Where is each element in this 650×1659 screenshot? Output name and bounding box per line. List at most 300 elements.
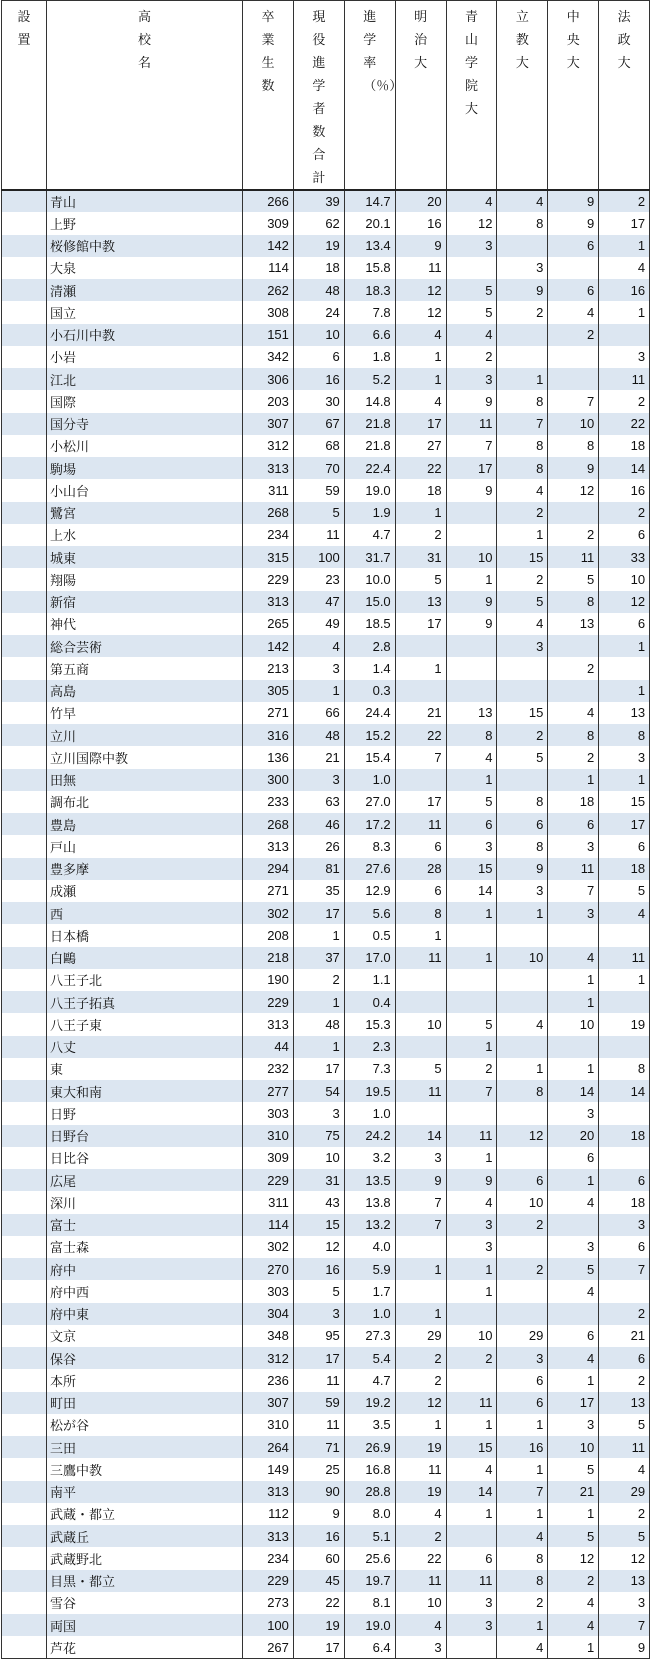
cell-rikkyo	[497, 1303, 548, 1325]
cell-rate: 31.7	[344, 546, 395, 568]
cell-establishment	[2, 924, 47, 946]
cell-total-enrolled: 35	[293, 880, 344, 902]
cell-hosei: 11	[599, 368, 650, 390]
table-row	[2, 1436, 650, 1458]
cell-meiji	[395, 991, 446, 1013]
cell-rate: 8.1	[344, 1592, 395, 1614]
cell-rikkyo: 8	[497, 791, 548, 813]
cell-meiji: 9	[395, 235, 446, 257]
cell-meiji: 10	[395, 1592, 446, 1614]
cell-total-enrolled: 17	[293, 1058, 344, 1080]
cell-chuo: 6	[548, 235, 599, 257]
cell-total-enrolled: 16	[293, 1525, 344, 1547]
cell-hosei: 2	[599, 1303, 650, 1325]
cell-total-enrolled: 54	[293, 1080, 344, 1102]
cell-graduates: 313	[243, 1525, 294, 1547]
cell-school-name: 大泉	[47, 257, 243, 279]
cell-graduates: 268	[243, 813, 294, 835]
cell-establishment	[2, 257, 47, 279]
cell-establishment	[2, 346, 47, 368]
cell-rate: 5.6	[344, 902, 395, 924]
cell-total-enrolled: 10	[293, 324, 344, 346]
cell-rate: 28.8	[344, 1481, 395, 1503]
cell-school-name: 鷺宮	[47, 502, 243, 524]
cell-rikkyo: 15	[497, 546, 548, 568]
cell-chuo	[548, 1214, 599, 1236]
cell-rikkyo: 1	[497, 1058, 548, 1080]
cell-graduates: 264	[243, 1436, 294, 1458]
cell-establishment	[2, 190, 47, 212]
cell-graduates: 304	[243, 1303, 294, 1325]
cell-meiji: 14	[395, 1125, 446, 1147]
table-row	[2, 1058, 650, 1080]
cell-aoyama: 1	[446, 1258, 497, 1280]
cell-hosei	[599, 1102, 650, 1124]
cell-graduates: 203	[243, 390, 294, 412]
table-row	[2, 212, 650, 234]
cell-total-enrolled: 95	[293, 1325, 344, 1347]
cell-rikkyo: 10	[497, 1191, 548, 1213]
cell-rikkyo: 5	[497, 591, 548, 613]
cell-chuo	[548, 1036, 599, 1058]
table-row	[2, 257, 650, 279]
cell-hosei: 4	[599, 257, 650, 279]
cell-rate: 19.2	[344, 1392, 395, 1414]
cell-rate: 6.6	[344, 324, 395, 346]
cell-graduates: 229	[243, 568, 294, 590]
cell-graduates: 233	[243, 791, 294, 813]
cell-chuo: 1	[548, 969, 599, 991]
cell-rate: 27.3	[344, 1325, 395, 1347]
cell-total-enrolled: 3	[293, 657, 344, 679]
cell-graduates: 114	[243, 257, 294, 279]
table-row	[2, 680, 650, 702]
cell-total-enrolled: 48	[293, 279, 344, 301]
cell-meiji: 22	[395, 1547, 446, 1569]
cell-hosei	[599, 991, 650, 1013]
cell-graduates: 267	[243, 1636, 294, 1658]
cell-rikkyo	[497, 991, 548, 1013]
cell-hosei	[599, 1036, 650, 1058]
table-row	[2, 546, 650, 568]
cell-hosei: 14	[599, 457, 650, 479]
cell-chuo	[548, 1303, 599, 1325]
cell-total-enrolled: 12	[293, 1236, 344, 1258]
cell-graduates: 302	[243, 902, 294, 924]
cell-aoyama	[446, 502, 497, 524]
cell-establishment	[2, 502, 47, 524]
cell-meiji: 27	[395, 435, 446, 457]
cell-school-name: 立川	[47, 724, 243, 746]
cell-chuo: 4	[548, 1347, 599, 1369]
header-aoyama	[446, 1, 497, 191]
cell-rate: 5.4	[344, 1347, 395, 1369]
cell-total-enrolled: 1	[293, 680, 344, 702]
cell-rikkyo	[497, 969, 548, 991]
cell-meiji: 12	[395, 301, 446, 323]
cell-aoyama: 7	[446, 435, 497, 457]
cell-meiji: 12	[395, 1392, 446, 1414]
cell-graduates: 306	[243, 368, 294, 390]
cell-meiji: 1	[395, 924, 446, 946]
cell-hosei: 6	[599, 613, 650, 635]
cell-school-name: 東大和南	[47, 1080, 243, 1102]
table-row	[2, 1369, 650, 1391]
table-row	[2, 1481, 650, 1503]
cell-school-name: 武蔵丘	[47, 1525, 243, 1547]
cell-school-name: 江北	[47, 368, 243, 390]
cell-hosei: 3	[599, 1592, 650, 1614]
cell-graduates: 302	[243, 1236, 294, 1258]
cell-chuo	[548, 346, 599, 368]
cell-graduates: 213	[243, 657, 294, 679]
cell-aoyama: 3	[446, 1214, 497, 1236]
cell-aoyama: 10	[446, 546, 497, 568]
cell-rate: 6.4	[344, 1636, 395, 1658]
cell-rikkyo: 9	[497, 858, 548, 880]
cell-hosei: 14	[599, 1080, 650, 1102]
cell-meiji	[395, 969, 446, 991]
cell-meiji: 1	[395, 1303, 446, 1325]
cell-hosei: 10	[599, 568, 650, 590]
cell-school-name: 府中西	[47, 1280, 243, 1302]
header-label: 明治大	[414, 9, 428, 70]
table-row	[2, 769, 650, 791]
cell-chuo: 6	[548, 813, 599, 835]
cell-establishment	[2, 1369, 47, 1391]
cell-hosei: 33	[599, 546, 650, 568]
cell-chuo: 10	[548, 1013, 599, 1035]
cell-graduates: 313	[243, 591, 294, 613]
cell-graduates: 308	[243, 301, 294, 323]
cell-rikkyo	[497, 1147, 548, 1169]
table-row	[2, 524, 650, 546]
cell-aoyama: 8	[446, 724, 497, 746]
cell-meiji: 8	[395, 902, 446, 924]
table-row	[2, 1458, 650, 1480]
cell-establishment	[2, 1214, 47, 1236]
cell-total-enrolled: 9	[293, 1503, 344, 1525]
cell-meiji: 22	[395, 724, 446, 746]
cell-aoyama: 5	[446, 279, 497, 301]
cell-total-enrolled: 6	[293, 346, 344, 368]
cell-rate: 2.3	[344, 1036, 395, 1058]
cell-rate: 1.8	[344, 346, 395, 368]
cell-total-enrolled: 17	[293, 1347, 344, 1369]
cell-rikkyo: 6	[497, 1392, 548, 1414]
cell-total-enrolled: 11	[293, 1414, 344, 1436]
cell-school-name: 清瀬	[47, 279, 243, 301]
cell-aoyama: 1	[446, 1147, 497, 1169]
cell-establishment	[2, 702, 47, 724]
cell-rikkyo: 2	[497, 724, 548, 746]
cell-chuo: 14	[548, 1080, 599, 1102]
cell-establishment	[2, 1058, 47, 1080]
cell-graduates: 218	[243, 947, 294, 969]
cell-school-name: 豊多摩	[47, 858, 243, 880]
table-row	[2, 1347, 650, 1369]
cell-meiji: 11	[395, 1458, 446, 1480]
cell-meiji: 7	[395, 1191, 446, 1213]
cell-chuo: 3	[548, 1102, 599, 1124]
cell-rikkyo: 3	[497, 1347, 548, 1369]
cell-rikkyo: 6	[497, 813, 548, 835]
header-label: 高校名	[138, 9, 152, 70]
cell-establishment	[2, 858, 47, 880]
cell-graduates: 208	[243, 924, 294, 946]
cell-hosei: 6	[599, 1169, 650, 1191]
cell-establishment	[2, 1503, 47, 1525]
cell-meiji: 10	[395, 1013, 446, 1035]
cell-rikkyo	[497, 680, 548, 702]
cell-rate: 18.3	[344, 279, 395, 301]
cell-rate: 8.3	[344, 835, 395, 857]
header-label: 現役進学者数合計	[312, 9, 326, 185]
cell-aoyama: 4	[446, 746, 497, 768]
table-row	[2, 1169, 650, 1191]
cell-aoyama	[446, 991, 497, 1013]
cell-rikkyo: 1	[497, 368, 548, 390]
cell-aoyama: 15	[446, 858, 497, 880]
cell-chuo: 1	[548, 1503, 599, 1525]
table-row	[2, 324, 650, 346]
cell-rate: 1.0	[344, 1303, 395, 1325]
cell-rate: 13.2	[344, 1214, 395, 1236]
cell-establishment	[2, 1280, 47, 1302]
table-row	[2, 1236, 650, 1258]
cell-hosei: 3	[599, 746, 650, 768]
cell-total-enrolled: 60	[293, 1547, 344, 1569]
table-body	[2, 190, 650, 1659]
header-label: 立教大	[515, 9, 529, 70]
cell-school-name: 府中	[47, 1258, 243, 1280]
cell-hosei: 13	[599, 1570, 650, 1592]
cell-rikkyo: 1	[497, 1503, 548, 1525]
cell-chuo: 5	[548, 568, 599, 590]
cell-rate: 0.5	[344, 924, 395, 946]
cell-total-enrolled: 15	[293, 1214, 344, 1236]
cell-school-name: 目黒・都立	[47, 1570, 243, 1592]
cell-meiji: 16	[395, 212, 446, 234]
cell-school-name: 上水	[47, 524, 243, 546]
cell-hosei: 5	[599, 1414, 650, 1436]
cell-chuo: 3	[548, 1414, 599, 1436]
cell-rate: 4.0	[344, 1236, 395, 1258]
cell-meiji: 11	[395, 813, 446, 835]
cell-establishment	[2, 1614, 47, 1636]
cell-total-enrolled: 70	[293, 457, 344, 479]
cell-establishment	[2, 969, 47, 991]
cell-establishment	[2, 813, 47, 835]
cell-hosei: 6	[599, 524, 650, 546]
table-row	[2, 190, 650, 212]
cell-graduates: 277	[243, 1080, 294, 1102]
cell-total-enrolled: 17	[293, 902, 344, 924]
cell-rikkyo: 2	[497, 568, 548, 590]
cell-school-name: 小松川	[47, 435, 243, 457]
cell-rate: 1.0	[344, 1102, 395, 1124]
cell-chuo: 2	[548, 324, 599, 346]
cell-aoyama: 3	[446, 1592, 497, 1614]
cell-total-enrolled: 3	[293, 769, 344, 791]
cell-hosei: 3	[599, 1214, 650, 1236]
table-row	[2, 279, 650, 301]
cell-establishment	[2, 657, 47, 679]
table-row	[2, 435, 650, 457]
cell-chuo: 4	[548, 1191, 599, 1213]
cell-hosei	[599, 1280, 650, 1302]
cell-total-enrolled: 26	[293, 835, 344, 857]
cell-graduates: 234	[243, 1547, 294, 1569]
cell-chuo	[548, 924, 599, 946]
cell-total-enrolled: 45	[293, 1570, 344, 1592]
cell-school-name: 西	[47, 902, 243, 924]
table-row	[2, 991, 650, 1013]
table-row	[2, 368, 650, 390]
cell-rikkyo: 2	[497, 1592, 548, 1614]
cell-total-enrolled: 5	[293, 502, 344, 524]
cell-establishment	[2, 524, 47, 546]
cell-meiji: 12	[395, 279, 446, 301]
cell-aoyama: 1	[446, 902, 497, 924]
cell-rate: 3.2	[344, 1147, 395, 1169]
cell-chuo: 1	[548, 1369, 599, 1391]
cell-total-enrolled: 19	[293, 1614, 344, 1636]
cell-chuo: 6	[548, 279, 599, 301]
cell-total-enrolled: 67	[293, 413, 344, 435]
cell-establishment	[2, 301, 47, 323]
cell-chuo: 12	[548, 479, 599, 501]
cell-graduates: 266	[243, 190, 294, 212]
cell-graduates: 232	[243, 1058, 294, 1080]
cell-hosei: 3	[599, 346, 650, 368]
cell-aoyama	[446, 680, 497, 702]
cell-graduates: 142	[243, 235, 294, 257]
cell-hosei: 6	[599, 1236, 650, 1258]
table-row	[2, 1147, 650, 1169]
cell-chuo: 7	[548, 880, 599, 902]
table-row	[2, 1080, 650, 1102]
cell-rikkyo: 8	[497, 457, 548, 479]
cell-graduates: 273	[243, 1592, 294, 1614]
cell-hosei: 13	[599, 1392, 650, 1414]
cell-graduates: 315	[243, 546, 294, 568]
table-row	[2, 1102, 650, 1124]
cell-graduates: 271	[243, 702, 294, 724]
cell-hosei: 18	[599, 1191, 650, 1213]
cell-rikkyo: 8	[497, 1080, 548, 1102]
cell-aoyama: 1	[446, 769, 497, 791]
table-row	[2, 858, 650, 880]
cell-rikkyo: 4	[497, 1636, 548, 1658]
cell-hosei: 12	[599, 1547, 650, 1569]
cell-establishment	[2, 546, 47, 568]
cell-establishment	[2, 1125, 47, 1147]
cell-meiji	[395, 680, 446, 702]
table-row	[2, 1303, 650, 1325]
cell-aoyama: 14	[446, 1481, 497, 1503]
cell-graduates: 294	[243, 858, 294, 880]
cell-school-name: 八王子拓真	[47, 991, 243, 1013]
cell-chuo: 8	[548, 435, 599, 457]
cell-school-name: 両国	[47, 1614, 243, 1636]
cell-total-enrolled: 37	[293, 947, 344, 969]
table-row	[2, 1636, 650, 1658]
cell-aoyama: 6	[446, 1547, 497, 1569]
cell-total-enrolled: 16	[293, 368, 344, 390]
cell-chuo: 2	[548, 1570, 599, 1592]
cell-rate: 7.8	[344, 301, 395, 323]
cell-meiji: 4	[395, 324, 446, 346]
cell-meiji	[395, 635, 446, 657]
table-row	[2, 1036, 650, 1058]
cell-school-name: 白鷗	[47, 947, 243, 969]
table-row	[2, 413, 650, 435]
cell-chuo: 4	[548, 702, 599, 724]
cell-rate: 7.3	[344, 1058, 395, 1080]
cell-aoyama: 4	[446, 1458, 497, 1480]
cell-establishment	[2, 1147, 47, 1169]
cell-total-enrolled: 81	[293, 858, 344, 880]
cell-rikkyo: 8	[497, 1547, 548, 1569]
cell-school-name: 立川国際中教	[47, 746, 243, 768]
cell-graduates: 303	[243, 1102, 294, 1124]
cell-rate: 17.2	[344, 813, 395, 835]
cell-rikkyo: 6	[497, 1369, 548, 1391]
cell-rikkyo	[497, 1102, 548, 1124]
cell-total-enrolled: 39	[293, 190, 344, 212]
cell-school-name: 翔陽	[47, 568, 243, 590]
cell-rate: 18.5	[344, 613, 395, 635]
cell-total-enrolled: 1	[293, 924, 344, 946]
cell-meiji: 3	[395, 1636, 446, 1658]
cell-meiji: 2	[395, 1347, 446, 1369]
cell-aoyama: 11	[446, 1570, 497, 1592]
cell-graduates: 313	[243, 835, 294, 857]
cell-rikkyo: 1	[497, 902, 548, 924]
cell-establishment	[2, 279, 47, 301]
cell-graduates: 310	[243, 1414, 294, 1436]
cell-establishment	[2, 1636, 47, 1658]
cell-chuo: 2	[548, 746, 599, 768]
cell-rikkyo: 7	[497, 413, 548, 435]
cell-meiji: 13	[395, 591, 446, 613]
cell-rikkyo: 15	[497, 702, 548, 724]
cell-chuo: 3	[548, 902, 599, 924]
cell-graduates: 312	[243, 435, 294, 457]
cell-graduates: 313	[243, 457, 294, 479]
cell-meiji: 4	[395, 1503, 446, 1525]
cell-graduates: 307	[243, 1392, 294, 1414]
table-row	[2, 591, 650, 613]
cell-meiji: 11	[395, 1570, 446, 1592]
cell-school-name: 国分寺	[47, 413, 243, 435]
cell-school-name: 本所	[47, 1369, 243, 1391]
cell-meiji: 17	[395, 413, 446, 435]
cell-chuo: 11	[548, 546, 599, 568]
cell-establishment	[2, 947, 47, 969]
cell-meiji: 29	[395, 1325, 446, 1347]
cell-rate: 14.7	[344, 190, 395, 212]
header-row	[2, 1, 650, 191]
cell-establishment	[2, 1458, 47, 1480]
table-row	[2, 1392, 650, 1414]
cell-meiji	[395, 1102, 446, 1124]
cell-hosei: 7	[599, 1258, 650, 1280]
cell-meiji: 31	[395, 546, 446, 568]
cell-rikkyo: 7	[497, 1481, 548, 1503]
cell-school-name: 文京	[47, 1325, 243, 1347]
